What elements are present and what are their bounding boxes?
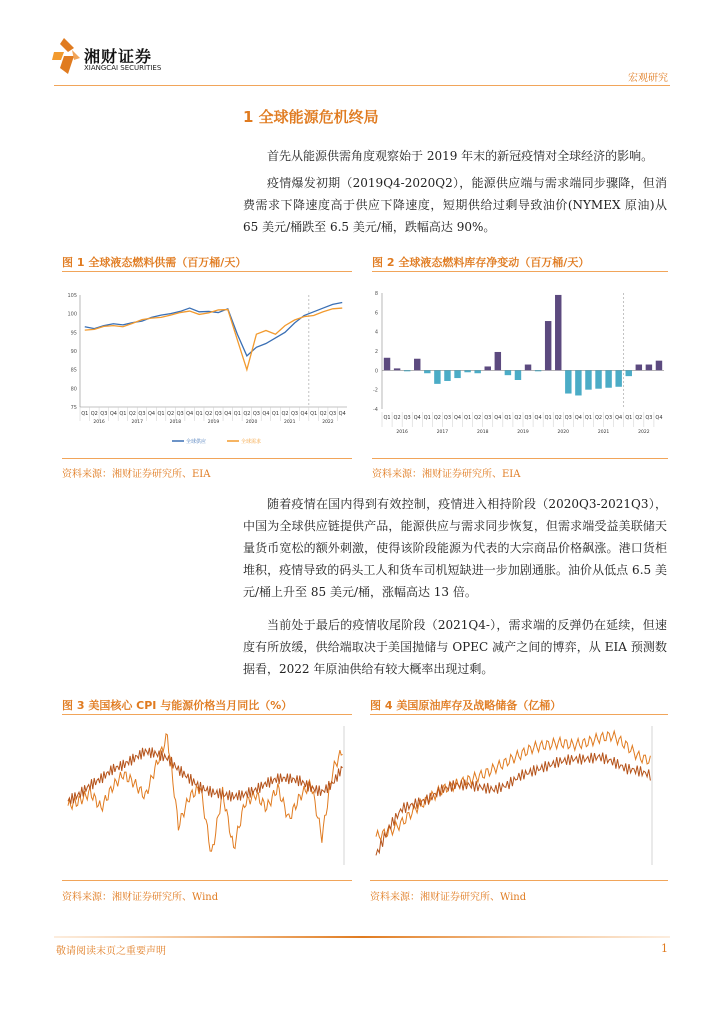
series-line-1 <box>376 753 650 856</box>
x-tick-label: Q4 <box>655 415 663 421</box>
bar <box>394 368 400 370</box>
figure-4-bottom-rule <box>370 880 668 881</box>
series-line-0 <box>376 731 650 840</box>
x-tick-label: Q1 <box>81 411 89 417</box>
bar <box>434 370 440 384</box>
x-tick-label: Q3 <box>100 411 108 417</box>
x-tick-label: Q2 <box>474 415 482 421</box>
series-line-demand <box>85 308 342 370</box>
x-tick-label: Q2 <box>167 411 175 417</box>
y-tick-label: 0 <box>374 368 378 375</box>
figure-1-rule <box>62 271 352 272</box>
figure-3-bottom-rule <box>62 880 352 881</box>
bar <box>525 365 531 371</box>
brand-name: 湘财证券 <box>84 47 153 66</box>
figure-2-source: 资料来源：湘财证券研究所、EIA <box>372 469 521 480</box>
year-label: 2019 <box>517 430 529 435</box>
bar <box>515 370 521 380</box>
x-tick-label: Q2 <box>319 411 327 417</box>
figure-2-title: 图 2 全球液态燃料库存净变动（百万桶/天） <box>372 256 590 269</box>
figure-3-source: 资料来源：湘财证券研究所、Wind <box>62 892 219 903</box>
x-tick-label: Q2 <box>514 415 522 421</box>
x-tick-label: Q4 <box>338 411 346 417</box>
series-line-1 <box>68 747 343 803</box>
legend-label: 全球需求 <box>241 439 262 445</box>
x-tick-label: Q4 <box>615 415 623 421</box>
x-tick-label: Q4 <box>534 415 542 421</box>
x-tick-label: Q2 <box>128 411 137 417</box>
x-tick-label: Q1 <box>271 411 280 417</box>
series-line-0 <box>68 734 343 851</box>
figure-1-source: 资料来源：湘财证券研究所、EIA <box>62 469 211 480</box>
y-tick-label: 75 <box>70 405 77 411</box>
x-tick-label: Q1 <box>310 411 318 417</box>
bar <box>636 365 642 371</box>
bar <box>384 358 390 371</box>
header-divider <box>54 85 670 86</box>
x-tick-label: Q4 <box>109 411 117 417</box>
x-tick-label: Q2 <box>554 415 562 421</box>
bar <box>595 370 601 388</box>
figure-3-chart <box>62 720 352 875</box>
bar <box>444 370 450 381</box>
y-tick-label: 80 <box>70 386 77 393</box>
y-tick-label: -4 <box>373 407 378 413</box>
x-tick-label: Q4 <box>224 411 232 417</box>
x-tick-label: Q3 <box>252 411 260 417</box>
bar <box>485 366 491 370</box>
bar <box>656 361 662 371</box>
x-tick-label: Q2 <box>90 411 98 417</box>
x-tick-label: Q3 <box>290 411 299 417</box>
y-tick-label: 100 <box>67 311 77 318</box>
figure-1-chart <box>62 285 352 455</box>
x-tick-label: Q4 <box>147 411 156 417</box>
year-label: 2017 <box>436 430 449 435</box>
bar <box>474 370 480 373</box>
figure-2-rule <box>372 271 668 272</box>
y-tick-label: 85 <box>70 367 77 374</box>
year-label: 2022 <box>638 430 650 435</box>
year-label: 2020 <box>245 420 258 425</box>
legend-label: 全球供应 <box>186 439 207 445</box>
year-label: 2021 <box>284 420 296 425</box>
x-tick-label: Q3 <box>564 415 572 421</box>
bar <box>615 370 621 386</box>
figure-1-title: 图 1 全球液态燃料供需（百万桶/天） <box>62 256 247 269</box>
x-tick-label: Q1 <box>119 411 127 417</box>
x-tick-label: Q2 <box>594 415 603 421</box>
x-tick-label: Q1 <box>464 415 472 421</box>
bar <box>535 370 541 371</box>
bar <box>555 295 561 370</box>
x-tick-label: Q2 <box>393 415 401 421</box>
year-label: 2016 <box>93 420 105 425</box>
paragraph-3: 随着疫情在国内得到有效控制，疫情进入相持阶段（2020Q3-2021Q3），中国为全球供应链提供产品，能源供应与需求同步恢复，但需求端受益美联储天量货币宽松的额外刺激，使得该阶段能源为代表的大宗商品价格飙涨。港口货柜堆积，疫情导致的码头工人和货车司机短缺进一步加剧通胀。油价从低点 6.5 美元/桶上升至 85 美元/桶，涨幅高达 13 倍。 <box>243 497 667 599</box>
y-tick-label: 95 <box>70 330 77 337</box>
bar <box>505 370 511 375</box>
paragraph-1: 首先从能源供需角度观察始于 2019 年末的新冠疫情对全球经济的影响。 <box>267 149 654 163</box>
bar <box>626 370 632 376</box>
y-tick-label: 8 <box>374 291 378 297</box>
y-tick-label: 6 <box>374 310 378 317</box>
bar <box>414 359 420 371</box>
figure-4-rule <box>370 714 668 715</box>
y-tick-label: 4 <box>374 329 378 336</box>
x-tick-label: Q4 <box>186 411 194 417</box>
disclaimer-note: 敬请阅读末页之重要声明 <box>56 946 166 957</box>
x-tick-label: Q3 <box>403 415 411 421</box>
x-tick-label: Q1 <box>157 411 165 417</box>
x-tick-label: Q4 <box>262 411 270 417</box>
report-category: 宏观研究 <box>628 73 668 84</box>
bar <box>495 352 501 370</box>
x-tick-label: Q1 <box>504 415 512 421</box>
bar <box>565 370 571 393</box>
x-tick-label: Q3 <box>645 415 653 421</box>
x-tick-label: Q1 <box>625 415 633 421</box>
paragraph-4: 当前处于最后的疫情收尾阶段（2021Q4-），需求端的反弹仍在延续，但速度有所放缓，供给端取决于美国抛储与 OPEC 减产之间的博弈，从 EIA 预测数据看，2022 年原油供给有较大概率出现过剩。 <box>243 618 667 676</box>
series-line-supply <box>85 302 342 355</box>
x-tick-label: Q4 <box>300 411 308 417</box>
footer-divider <box>54 936 670 938</box>
x-tick-label: Q2 <box>205 411 213 417</box>
y-tick-label: 2 <box>374 349 378 355</box>
x-tick-label: Q3 <box>484 415 492 421</box>
year-label: 2019 <box>207 420 220 425</box>
x-tick-label: Q1 <box>584 415 593 421</box>
bar <box>545 321 551 370</box>
figure-4-title: 图 4 美国原油库存及战略储备（亿桶） <box>370 699 562 712</box>
year-label: 2022 <box>322 420 334 425</box>
bar <box>424 370 430 373</box>
y-tick-label: 90 <box>70 349 77 355</box>
paragraph-2: 疫情爆发初期（2019Q4-2020Q2），能源供应端与需求端同步骤降，但消费需求下降速度高于供应下降速度，短期供给过剩导致油价(NYMEX 原油)从 65 美元/桶跌至 6.5 美元/桶，跌幅高达 90%。 <box>243 176 667 234</box>
year-label: 2018 <box>476 430 489 435</box>
x-tick-label: Q2 <box>243 411 251 417</box>
bar <box>454 370 460 378</box>
x-tick-label: Q3 <box>443 415 452 421</box>
x-tick-label: Q3 <box>329 411 337 417</box>
year-label: 2016 <box>396 430 408 435</box>
x-tick-label: Q1 <box>383 415 391 421</box>
bar <box>585 370 591 389</box>
year-label: 2017 <box>131 420 143 425</box>
page-number: 1 <box>661 942 668 955</box>
logo-icon <box>52 38 80 74</box>
x-tick-label: Q1 <box>195 411 203 417</box>
x-tick-label: Q4 <box>413 415 421 421</box>
figure-1-bottom-rule <box>62 458 352 459</box>
figure-2-bottom-rule <box>372 458 668 459</box>
brand-name-en: XIANGCAI SECURITIES <box>84 64 162 72</box>
x-tick-label: Q2 <box>433 415 441 421</box>
bar <box>464 370 470 372</box>
section-title: 1 全球能源危机终局 <box>243 108 379 126</box>
figure-4-chart <box>370 720 660 875</box>
bar <box>575 370 581 395</box>
y-tick-label: -2 <box>373 387 378 394</box>
x-tick-label: Q3 <box>138 411 146 417</box>
figure-3-title: 图 3 美国核心 CPI 与能源价格当月同比（%） <box>62 699 293 712</box>
bar <box>404 370 410 371</box>
figure-2-chart <box>368 285 668 455</box>
x-tick-label: Q2 <box>635 415 643 421</box>
figure-4-source: 资料来源：湘财证券研究所、Wind <box>370 892 527 903</box>
x-tick-label: Q1 <box>423 415 431 421</box>
x-tick-label: Q3 <box>524 415 532 421</box>
y-tick-label: 105 <box>67 293 77 299</box>
x-tick-label: Q4 <box>453 415 462 421</box>
year-label: 2021 <box>597 430 610 435</box>
x-tick-label: Q3 <box>176 411 184 417</box>
year-label: 2020 <box>557 430 570 435</box>
x-tick-label: Q3 <box>605 415 613 421</box>
x-tick-label: Q3 <box>214 411 222 417</box>
x-tick-label: Q2 <box>281 411 289 417</box>
bar <box>646 365 652 371</box>
figure-3-rule <box>62 714 352 715</box>
bar <box>605 370 611 387</box>
x-tick-label: Q4 <box>574 415 582 421</box>
x-tick-label: Q1 <box>544 415 552 421</box>
x-tick-label: Q4 <box>494 415 502 421</box>
x-tick-label: Q1 <box>233 411 241 417</box>
year-label: 2018 <box>169 420 182 425</box>
